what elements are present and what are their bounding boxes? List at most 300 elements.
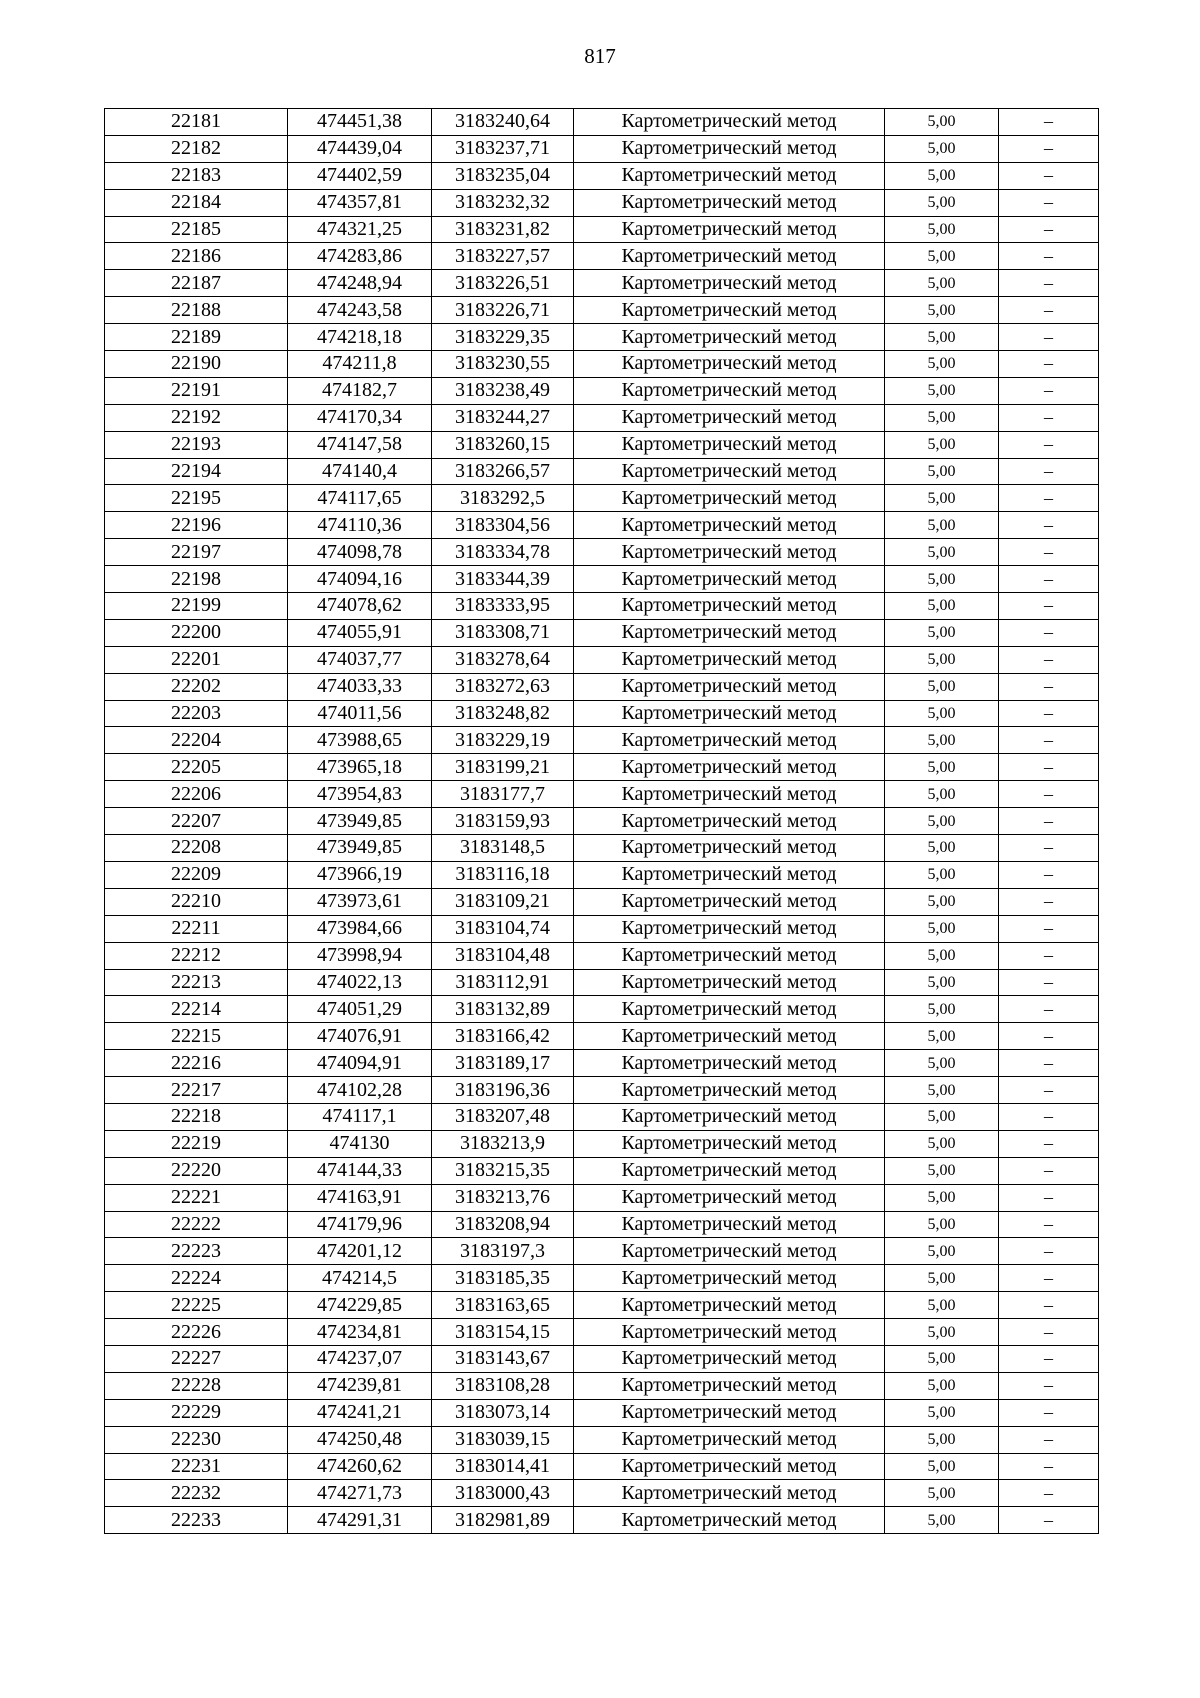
accuracy-cell: 5,00 (885, 1211, 999, 1238)
table-row (105, 861, 1099, 888)
note-cell: – (999, 1426, 1099, 1453)
y-coordinate-cell: 3183235,04 (432, 162, 574, 189)
accuracy-cell: 5,00 (885, 539, 999, 566)
point-number-cell: 22227 (105, 1345, 288, 1372)
x-coordinate-cell: 474098,78 (288, 539, 432, 566)
accuracy-cell: 5,00 (885, 1426, 999, 1453)
point-number-cell: 22197 (105, 539, 288, 566)
accuracy-cell: 5,00 (885, 1050, 999, 1077)
accuracy-cell: 5,00 (885, 1319, 999, 1346)
point-number-cell: 22219 (105, 1130, 288, 1157)
method-cell: Картометрический метод (574, 297, 885, 324)
coordinates-table (104, 108, 1099, 1534)
method-cell: Картометрический метод (574, 1077, 885, 1104)
x-coordinate-cell: 473998,94 (288, 942, 432, 969)
y-coordinate-cell: 3183278,64 (432, 646, 574, 673)
y-coordinate-cell: 3183143,67 (432, 1345, 574, 1372)
y-coordinate-cell: 3183334,78 (432, 539, 574, 566)
method-cell: Картометрический метод (574, 351, 885, 378)
note-cell: – (999, 835, 1099, 862)
table-row (105, 297, 1099, 324)
note-cell: – (999, 1103, 1099, 1130)
method-cell: Картометрический метод (574, 1319, 885, 1346)
x-coordinate-cell: 474130 (288, 1130, 432, 1157)
method-cell: Картометрический метод (574, 754, 885, 781)
point-number-cell: 22181 (105, 109, 288, 136)
method-cell: Картометрический метод (574, 1238, 885, 1265)
point-number-cell: 22217 (105, 1077, 288, 1104)
y-coordinate-cell: 3183154,15 (432, 1319, 574, 1346)
table-row (105, 189, 1099, 216)
accuracy-cell: 5,00 (885, 673, 999, 700)
point-number-cell: 22195 (105, 485, 288, 512)
note-cell: – (999, 1453, 1099, 1480)
y-coordinate-cell: 3183166,42 (432, 1023, 574, 1050)
note-cell: – (999, 861, 1099, 888)
y-coordinate-cell: 3183104,48 (432, 942, 574, 969)
method-cell: Картометрический метод (574, 1130, 885, 1157)
table-row (105, 162, 1099, 189)
note-cell: – (999, 512, 1099, 539)
point-number-cell: 22209 (105, 861, 288, 888)
x-coordinate-cell: 474250,48 (288, 1426, 432, 1453)
table-row (105, 754, 1099, 781)
method-cell: Картометрический метод (574, 431, 885, 458)
y-coordinate-cell: 3183244,27 (432, 404, 574, 431)
accuracy-cell: 5,00 (885, 646, 999, 673)
accuracy-cell: 5,00 (885, 835, 999, 862)
note-cell: – (999, 996, 1099, 1023)
y-coordinate-cell: 3183231,82 (432, 216, 574, 243)
point-number-cell: 22185 (105, 216, 288, 243)
note-cell: – (999, 1184, 1099, 1211)
point-number-cell: 22212 (105, 942, 288, 969)
method-cell: Картометрический метод (574, 888, 885, 915)
table-row (105, 593, 1099, 620)
x-coordinate-cell: 474260,62 (288, 1453, 432, 1480)
table-row (105, 835, 1099, 862)
x-coordinate-cell: 474211,8 (288, 351, 432, 378)
note-cell: – (999, 485, 1099, 512)
y-coordinate-cell: 3183226,51 (432, 270, 574, 297)
point-number-cell: 22190 (105, 351, 288, 378)
y-coordinate-cell: 3183177,7 (432, 781, 574, 808)
x-coordinate-cell: 473966,19 (288, 861, 432, 888)
note-cell: – (999, 1077, 1099, 1104)
y-coordinate-cell: 3183104,74 (432, 915, 574, 942)
point-number-cell: 22189 (105, 324, 288, 351)
accuracy-cell: 5,00 (885, 1184, 999, 1211)
table-row (105, 324, 1099, 351)
table-row (105, 431, 1099, 458)
method-cell: Картометрический метод (574, 1399, 885, 1426)
accuracy-cell: 5,00 (885, 351, 999, 378)
y-coordinate-cell: 3183229,19 (432, 727, 574, 754)
point-number-cell: 22231 (105, 1453, 288, 1480)
point-number-cell: 22198 (105, 566, 288, 593)
accuracy-cell: 5,00 (885, 727, 999, 754)
accuracy-cell: 5,00 (885, 1157, 999, 1184)
y-coordinate-cell: 3183229,35 (432, 324, 574, 351)
accuracy-cell: 5,00 (885, 1023, 999, 1050)
y-coordinate-cell: 3183333,95 (432, 593, 574, 620)
accuracy-cell: 5,00 (885, 1292, 999, 1319)
x-coordinate-cell: 474451,38 (288, 109, 432, 136)
y-coordinate-cell: 3183189,17 (432, 1050, 574, 1077)
note-cell: – (999, 700, 1099, 727)
method-cell: Картометрический метод (574, 915, 885, 942)
y-coordinate-cell: 3183292,5 (432, 485, 574, 512)
note-cell: – (999, 109, 1099, 136)
x-coordinate-cell: 474321,25 (288, 216, 432, 243)
point-number-cell: 22213 (105, 969, 288, 996)
y-coordinate-cell: 3183148,5 (432, 835, 574, 862)
note-cell: – (999, 619, 1099, 646)
accuracy-cell: 5,00 (885, 1453, 999, 1480)
x-coordinate-cell: 474163,91 (288, 1184, 432, 1211)
y-coordinate-cell: 3183272,63 (432, 673, 574, 700)
method-cell: Картометрический метод (574, 270, 885, 297)
table-row (105, 458, 1099, 485)
note-cell: – (999, 1265, 1099, 1292)
table-row (105, 888, 1099, 915)
table-row (105, 485, 1099, 512)
x-coordinate-cell: 474055,91 (288, 619, 432, 646)
accuracy-cell: 5,00 (885, 915, 999, 942)
accuracy-cell: 5,00 (885, 1238, 999, 1265)
point-number-cell: 22194 (105, 458, 288, 485)
point-number-cell: 22187 (105, 270, 288, 297)
x-coordinate-cell: 474291,31 (288, 1507, 432, 1534)
x-coordinate-cell: 474144,33 (288, 1157, 432, 1184)
accuracy-cell: 5,00 (885, 216, 999, 243)
note-cell: – (999, 297, 1099, 324)
point-number-cell: 22232 (105, 1480, 288, 1507)
point-number-cell: 22229 (105, 1399, 288, 1426)
note-cell: – (999, 754, 1099, 781)
table-row (105, 727, 1099, 754)
accuracy-cell: 5,00 (885, 404, 999, 431)
x-coordinate-cell: 473949,85 (288, 808, 432, 835)
y-coordinate-cell: 3183197,3 (432, 1238, 574, 1265)
point-number-cell: 22206 (105, 781, 288, 808)
accuracy-cell: 5,00 (885, 888, 999, 915)
method-cell: Картометрический метод (574, 1480, 885, 1507)
x-coordinate-cell: 474117,65 (288, 485, 432, 512)
accuracy-cell: 5,00 (885, 942, 999, 969)
note-cell: – (999, 1292, 1099, 1319)
table-row (105, 216, 1099, 243)
point-number-cell: 22226 (105, 1319, 288, 1346)
point-number-cell: 22220 (105, 1157, 288, 1184)
point-number-cell: 22211 (105, 915, 288, 942)
x-coordinate-cell: 474234,81 (288, 1319, 432, 1346)
accuracy-cell: 5,00 (885, 189, 999, 216)
x-coordinate-cell: 474147,58 (288, 431, 432, 458)
method-cell: Картометрический метод (574, 700, 885, 727)
table-row (105, 512, 1099, 539)
accuracy-cell: 5,00 (885, 1077, 999, 1104)
x-coordinate-cell: 474011,56 (288, 700, 432, 727)
note-cell: – (999, 351, 1099, 378)
method-cell: Картометрический метод (574, 969, 885, 996)
accuracy-cell: 5,00 (885, 162, 999, 189)
table-row (105, 1211, 1099, 1238)
method-cell: Картометрический метод (574, 1453, 885, 1480)
point-number-cell: 22224 (105, 1265, 288, 1292)
note-cell: – (999, 404, 1099, 431)
y-coordinate-cell: 3183238,49 (432, 377, 574, 404)
x-coordinate-cell: 473965,18 (288, 754, 432, 781)
x-coordinate-cell: 474402,59 (288, 162, 432, 189)
note-cell: – (999, 808, 1099, 835)
note-cell: – (999, 431, 1099, 458)
point-number-cell: 22200 (105, 619, 288, 646)
point-number-cell: 22182 (105, 135, 288, 162)
point-number-cell: 22233 (105, 1507, 288, 1534)
note-cell: – (999, 1050, 1099, 1077)
method-cell: Картометрический метод (574, 377, 885, 404)
y-coordinate-cell: 3183073,14 (432, 1399, 574, 1426)
y-coordinate-cell: 3183039,15 (432, 1426, 574, 1453)
note-cell: – (999, 781, 1099, 808)
x-coordinate-cell: 474357,81 (288, 189, 432, 216)
accuracy-cell: 5,00 (885, 1130, 999, 1157)
accuracy-cell: 5,00 (885, 619, 999, 646)
y-coordinate-cell: 3183132,89 (432, 996, 574, 1023)
note-cell: – (999, 270, 1099, 297)
table-row (105, 673, 1099, 700)
y-coordinate-cell: 3183208,94 (432, 1211, 574, 1238)
point-number-cell: 22191 (105, 377, 288, 404)
method-cell: Картометрический метод (574, 646, 885, 673)
point-number-cell: 22205 (105, 754, 288, 781)
table-row (105, 1184, 1099, 1211)
x-coordinate-cell: 474239,81 (288, 1372, 432, 1399)
table-row (105, 1238, 1099, 1265)
table-row (105, 996, 1099, 1023)
table-row (105, 646, 1099, 673)
x-coordinate-cell: 474218,18 (288, 324, 432, 351)
point-number-cell: 22207 (105, 808, 288, 835)
table-row (105, 808, 1099, 835)
method-cell: Картометрический метод (574, 1265, 885, 1292)
accuracy-cell: 5,00 (885, 485, 999, 512)
note-cell: – (999, 1157, 1099, 1184)
table-row (105, 1319, 1099, 1346)
accuracy-cell: 5,00 (885, 512, 999, 539)
y-coordinate-cell: 3183213,76 (432, 1184, 574, 1211)
accuracy-cell: 5,00 (885, 754, 999, 781)
table-row (105, 404, 1099, 431)
table-row (105, 1480, 1099, 1507)
method-cell: Картометрический метод (574, 1292, 885, 1319)
method-cell: Картометрический метод (574, 1050, 885, 1077)
note-cell: – (999, 539, 1099, 566)
accuracy-cell: 5,00 (885, 996, 999, 1023)
table-row (105, 1103, 1099, 1130)
x-coordinate-cell: 474439,04 (288, 135, 432, 162)
table-row (105, 1130, 1099, 1157)
y-coordinate-cell: 3183308,71 (432, 619, 574, 646)
table-row (105, 619, 1099, 646)
x-coordinate-cell: 474241,21 (288, 1399, 432, 1426)
y-coordinate-cell: 3183112,91 (432, 969, 574, 996)
x-coordinate-cell: 474117,1 (288, 1103, 432, 1130)
x-coordinate-cell: 474033,33 (288, 673, 432, 700)
table-row (105, 566, 1099, 593)
point-number-cell: 22221 (105, 1184, 288, 1211)
x-coordinate-cell: 474271,73 (288, 1480, 432, 1507)
method-cell: Картометрический метод (574, 808, 885, 835)
y-coordinate-cell: 3183199,21 (432, 754, 574, 781)
accuracy-cell: 5,00 (885, 1265, 999, 1292)
x-coordinate-cell: 474094,91 (288, 1050, 432, 1077)
note-cell: – (999, 888, 1099, 915)
method-cell: Картометрический метод (574, 324, 885, 351)
method-cell: Картометрический метод (574, 539, 885, 566)
note-cell: – (999, 593, 1099, 620)
note-cell: – (999, 458, 1099, 485)
note-cell: – (999, 566, 1099, 593)
point-number-cell: 22188 (105, 297, 288, 324)
accuracy-cell: 5,00 (885, 781, 999, 808)
table-row (105, 1453, 1099, 1480)
y-coordinate-cell: 3182981,89 (432, 1507, 574, 1534)
note-cell: – (999, 324, 1099, 351)
x-coordinate-cell: 474243,58 (288, 297, 432, 324)
x-coordinate-cell: 474110,36 (288, 512, 432, 539)
note-cell: – (999, 915, 1099, 942)
table-row (105, 1157, 1099, 1184)
note-cell: – (999, 1130, 1099, 1157)
point-number-cell: 22228 (105, 1372, 288, 1399)
page-number: 817 (584, 44, 616, 68)
y-coordinate-cell: 3183109,21 (432, 888, 574, 915)
note-cell: – (999, 1345, 1099, 1372)
x-coordinate-cell: 474051,29 (288, 996, 432, 1023)
method-cell: Картометрический метод (574, 566, 885, 593)
method-cell: Картометрический метод (574, 109, 885, 136)
x-coordinate-cell: 474140,4 (288, 458, 432, 485)
method-cell: Картометрический метод (574, 1103, 885, 1130)
table-row (105, 377, 1099, 404)
table-row (105, 915, 1099, 942)
note-cell: – (999, 377, 1099, 404)
point-number-cell: 22184 (105, 189, 288, 216)
accuracy-cell: 5,00 (885, 566, 999, 593)
point-number-cell: 22215 (105, 1023, 288, 1050)
y-coordinate-cell: 3183196,36 (432, 1077, 574, 1104)
accuracy-cell: 5,00 (885, 1399, 999, 1426)
x-coordinate-cell: 474229,85 (288, 1292, 432, 1319)
method-cell: Картометрический метод (574, 781, 885, 808)
method-cell: Картометрический метод (574, 619, 885, 646)
note-cell: – (999, 727, 1099, 754)
method-cell: Картометрический метод (574, 243, 885, 270)
y-coordinate-cell: 3183000,43 (432, 1480, 574, 1507)
table-row (105, 1050, 1099, 1077)
method-cell: Картометрический метод (574, 942, 885, 969)
x-coordinate-cell: 474076,91 (288, 1023, 432, 1050)
note-cell: – (999, 1211, 1099, 1238)
point-number-cell: 22186 (105, 243, 288, 270)
accuracy-cell: 5,00 (885, 458, 999, 485)
method-cell: Картометрический метод (574, 1372, 885, 1399)
table-row (105, 351, 1099, 378)
accuracy-cell: 5,00 (885, 270, 999, 297)
point-number-cell: 22214 (105, 996, 288, 1023)
method-cell: Картометрический метод (574, 404, 885, 431)
method-cell: Картометрический метод (574, 512, 885, 539)
x-coordinate-cell: 474248,94 (288, 270, 432, 297)
table-row (105, 781, 1099, 808)
table-row (105, 1426, 1099, 1453)
note-cell: – (999, 969, 1099, 996)
accuracy-cell: 5,00 (885, 135, 999, 162)
x-coordinate-cell: 473973,61 (288, 888, 432, 915)
note-cell: – (999, 135, 1099, 162)
method-cell: Картометрический метод (574, 1184, 885, 1211)
y-coordinate-cell: 3183304,56 (432, 512, 574, 539)
method-cell: Картометрический метод (574, 996, 885, 1023)
x-coordinate-cell: 474037,77 (288, 646, 432, 673)
table-row (105, 539, 1099, 566)
method-cell: Картометрический метод (574, 593, 885, 620)
y-coordinate-cell: 3183185,35 (432, 1265, 574, 1292)
accuracy-cell: 5,00 (885, 1345, 999, 1372)
table-row (105, 1265, 1099, 1292)
y-coordinate-cell: 3183266,57 (432, 458, 574, 485)
accuracy-cell: 5,00 (885, 1372, 999, 1399)
method-cell: Картометрический метод (574, 1507, 885, 1534)
method-cell: Картометрический метод (574, 727, 885, 754)
table-row (105, 270, 1099, 297)
accuracy-cell: 5,00 (885, 377, 999, 404)
table-body (105, 109, 1099, 1534)
note-cell: – (999, 1399, 1099, 1426)
note-cell: – (999, 646, 1099, 673)
table-row (105, 1077, 1099, 1104)
method-cell: Картометрический метод (574, 135, 885, 162)
x-coordinate-cell: 474179,96 (288, 1211, 432, 1238)
accuracy-cell: 5,00 (885, 969, 999, 996)
x-coordinate-cell: 474201,12 (288, 1238, 432, 1265)
x-coordinate-cell: 474102,28 (288, 1077, 432, 1104)
accuracy-cell: 5,00 (885, 700, 999, 727)
point-number-cell: 22218 (105, 1103, 288, 1130)
y-coordinate-cell: 3183248,82 (432, 700, 574, 727)
x-coordinate-cell: 474022,13 (288, 969, 432, 996)
y-coordinate-cell: 3183227,57 (432, 243, 574, 270)
y-coordinate-cell: 3183215,35 (432, 1157, 574, 1184)
note-cell: – (999, 1319, 1099, 1346)
point-number-cell: 22204 (105, 727, 288, 754)
y-coordinate-cell: 3183207,48 (432, 1103, 574, 1130)
y-coordinate-cell: 3183344,39 (432, 566, 574, 593)
accuracy-cell: 5,00 (885, 861, 999, 888)
method-cell: Картометрический метод (574, 1345, 885, 1372)
accuracy-cell: 5,00 (885, 1480, 999, 1507)
point-number-cell: 22222 (105, 1211, 288, 1238)
note-cell: – (999, 1372, 1099, 1399)
y-coordinate-cell: 3183163,65 (432, 1292, 574, 1319)
y-coordinate-cell: 3183014,41 (432, 1453, 574, 1480)
accuracy-cell: 5,00 (885, 109, 999, 136)
note-cell: – (999, 243, 1099, 270)
method-cell: Картометрический метод (574, 1426, 885, 1453)
table-row (105, 1507, 1099, 1534)
